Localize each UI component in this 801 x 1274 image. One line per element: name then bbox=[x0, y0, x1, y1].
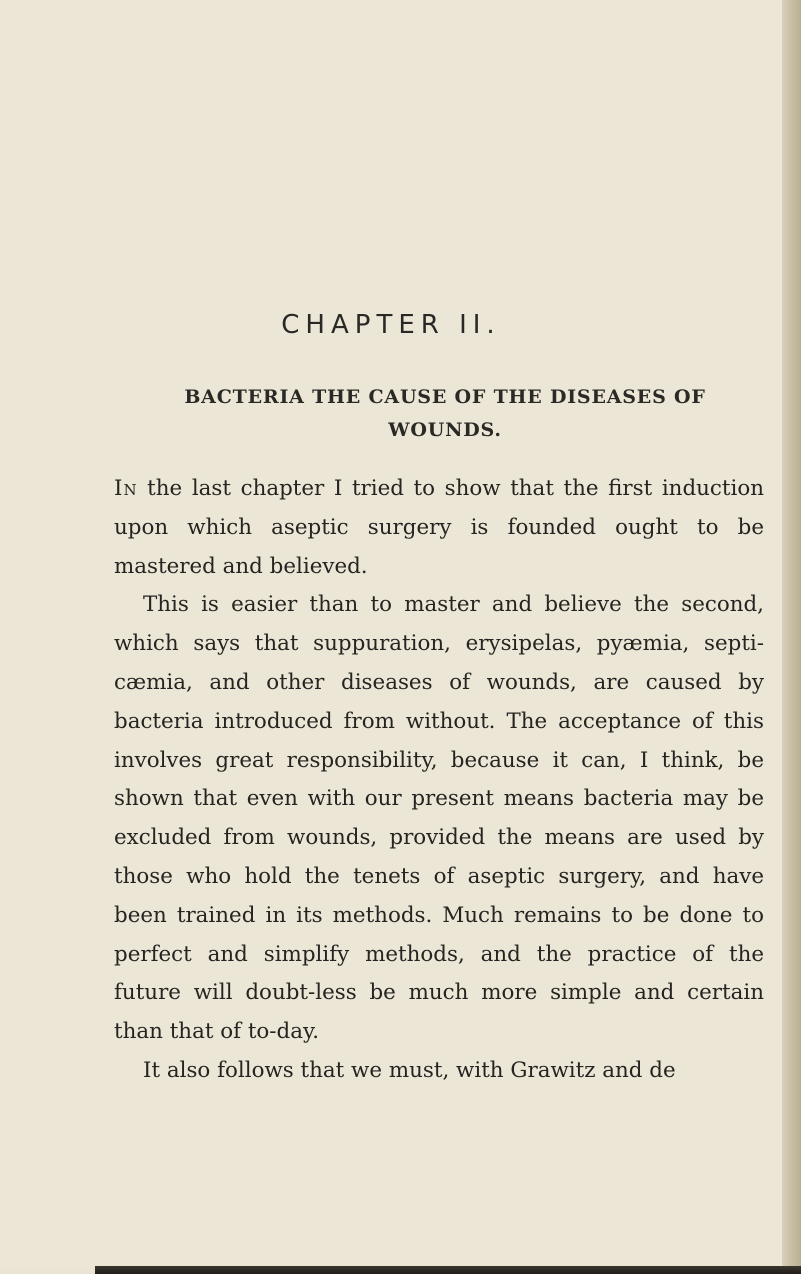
page-edge-shadow bbox=[782, 0, 801, 1274]
paragraph-1 bbox=[114, 470, 764, 586]
paragraph-1-text: the last chapter I tried to show that the first induction upon which aseptic surgery is founded ought to be mastered and believed. bbox=[114, 476, 764, 579]
paragraph-3: It also follows that we must, with Grawitz and de bbox=[143, 1057, 676, 1083]
drop-lead-word: In bbox=[114, 476, 138, 501]
paragraph-2: This is easier than to master and believe the second, which says that suppuration, erysipelas, pyæmia, septi-cæmia, and other diseases of wounds, are caused by bacteria introduced from without. The acceptance of this involves great responsibility, because it can, I think, be shown that even with our present means bacteria may be excluded from wounds, provided the means are used by those who hold the tenets of aseptic surgery, and have been trained in its methods. Much remains to be done to perfect and simplify methods, and the practice of the future will doubt-less be much more simple and certain than that of to-day. bbox=[114, 592, 764, 1045]
chapter-title: CHAPTER II. bbox=[281, 310, 501, 340]
bottom-rule bbox=[95, 1266, 801, 1274]
chapter-subtitle: BACTERIA THE CAUSE OF THE DISEASES OF WOUNDS. bbox=[184, 386, 706, 441]
body-text bbox=[114, 470, 764, 1091]
